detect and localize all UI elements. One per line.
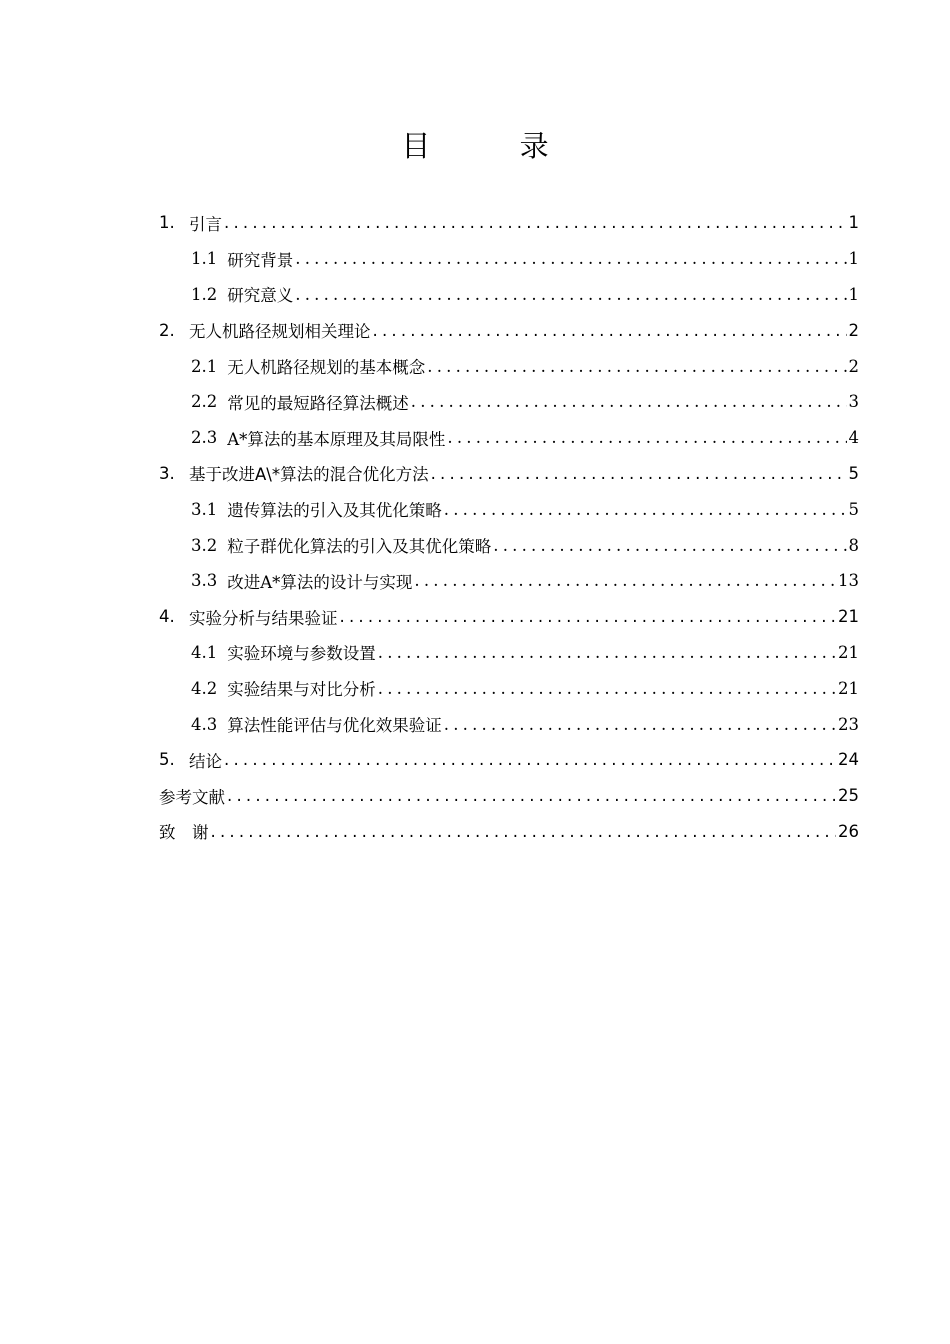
toc-entry-page: 3 [848, 392, 859, 412]
toc-entry-number: 3.1 [191, 499, 218, 519]
dot-leader [224, 750, 836, 769]
dot-leader [211, 822, 837, 841]
dot-leader [224, 213, 847, 232]
toc-entry[interactable] [159, 670, 859, 706]
toc-entry-page: 4 [848, 428, 859, 448]
toc-entry[interactable] [159, 527, 859, 563]
toc-entry[interactable] [159, 742, 859, 778]
toc-entry-label: 引言 [189, 214, 222, 234]
toc-entry-number: 2.3 [191, 428, 218, 448]
toc-entry-label: 无人机路径规划相关理论 [189, 322, 371, 342]
toc-entry-acknowledgements[interactable] [159, 814, 859, 850]
toc-entry-label: 改进A*算法的设计与实现 [227, 572, 413, 592]
toc-entry[interactable] [159, 384, 859, 420]
dot-leader [414, 571, 836, 590]
dot-leader [447, 428, 846, 447]
toc-entry-page: 24 [838, 750, 859, 770]
toc-entry[interactable] [159, 241, 859, 277]
toc-entry-page: 2 [848, 320, 859, 340]
toc-entry-references[interactable] [159, 778, 859, 814]
dot-leader [493, 536, 846, 555]
page-title: 目 录 [401, 129, 589, 163]
toc-entry[interactable] [159, 312, 859, 348]
toc-entry-label: 基于改进A\*算法的混合优化方法 [189, 465, 429, 485]
toc-entry[interactable] [159, 348, 859, 384]
toc-entry-number: 3.3 [191, 571, 218, 591]
dot-leader [427, 357, 846, 376]
dot-leader [378, 643, 836, 662]
toc-entry-label: 研究意义 [227, 286, 294, 306]
toc-entry[interactable] [159, 277, 859, 313]
toc-entry-page: 2 [848, 356, 859, 376]
dot-leader [227, 786, 836, 805]
toc-entry[interactable] [159, 563, 859, 599]
toc-entry-label: 无人机路径规划的基本概念 [227, 358, 426, 378]
dot-leader [378, 679, 836, 698]
toc-entry-page: 21 [838, 678, 859, 698]
toc-entry-number: 2.1 [191, 356, 218, 376]
toc-entry[interactable] [159, 205, 859, 241]
toc-entry-label: 研究背景 [227, 250, 294, 270]
toc-entry[interactable] [159, 456, 859, 492]
toc-entry-number: 4.2 [191, 678, 218, 698]
toc-entry-page: 21 [838, 642, 859, 662]
toc-entry-page: 1 [848, 213, 859, 233]
toc-entry-page: 25 [838, 786, 859, 806]
toc-entry-label: 算法性能评估与优化效果验证 [227, 716, 442, 736]
toc-entry-label: 实验结果与对比分析 [227, 680, 376, 700]
toc-entry-label: 粒子群优化算法的引入及其优化策略 [227, 537, 492, 557]
toc-entry-number: 4. [159, 607, 175, 627]
dot-leader [444, 715, 836, 734]
toc-entry-number: 1.1 [191, 249, 218, 269]
toc-entry-number: 3.2 [191, 535, 218, 555]
dot-leader [373, 321, 847, 340]
toc-entry-label: 致 谢 [159, 823, 209, 843]
dot-leader [295, 249, 846, 268]
toc-entry-page: 13 [838, 571, 859, 591]
dot-leader [411, 392, 847, 411]
toc-entry-number: 1.2 [191, 284, 218, 304]
toc-entry-page: 1 [848, 284, 859, 304]
dot-leader [431, 464, 847, 483]
toc-entry[interactable] [159, 420, 859, 456]
dot-leader [295, 285, 846, 304]
toc-entry-label: 遗传算法的引入及其优化策略 [227, 501, 442, 521]
toc-entry-label: 参考文献 [159, 787, 225, 807]
toc-entry-page: 26 [838, 821, 859, 841]
toc-entry-number: 5. [159, 750, 175, 770]
toc-entry-label: 结论 [189, 751, 222, 771]
toc-entry-page: 23 [838, 714, 859, 734]
toc-entry-label: 常见的最短路径算法概述 [227, 393, 409, 413]
toc-entry-number: 2. [159, 320, 175, 340]
toc-entry[interactable] [159, 706, 859, 742]
toc-entry-page: 21 [838, 607, 859, 627]
toc-entry-label: 实验分析与结果验证 [189, 608, 338, 628]
table-of-contents [159, 205, 859, 849]
toc-entry[interactable] [159, 635, 859, 671]
toc-entry-number: 1. [159, 213, 175, 233]
toc-entry-page: 5 [848, 499, 859, 519]
toc-entry[interactable] [159, 491, 859, 527]
toc-entry-number: 2.2 [191, 392, 218, 412]
toc-entry-number: 4.1 [191, 642, 218, 662]
toc-entry-number: 3. [159, 463, 175, 483]
toc-entry-number: 4.3 [191, 714, 218, 734]
toc-entry-page: 8 [848, 535, 859, 555]
toc-entry-page: 5 [848, 463, 859, 483]
dot-leader [444, 500, 847, 519]
toc-entry[interactable] [159, 599, 859, 635]
dot-leader [340, 607, 837, 626]
toc-entry-label: 实验环境与参数设置 [227, 644, 376, 664]
toc-entry-label: A*算法的基本原理及其局限性 [227, 429, 446, 449]
toc-entry-page: 1 [848, 249, 859, 269]
